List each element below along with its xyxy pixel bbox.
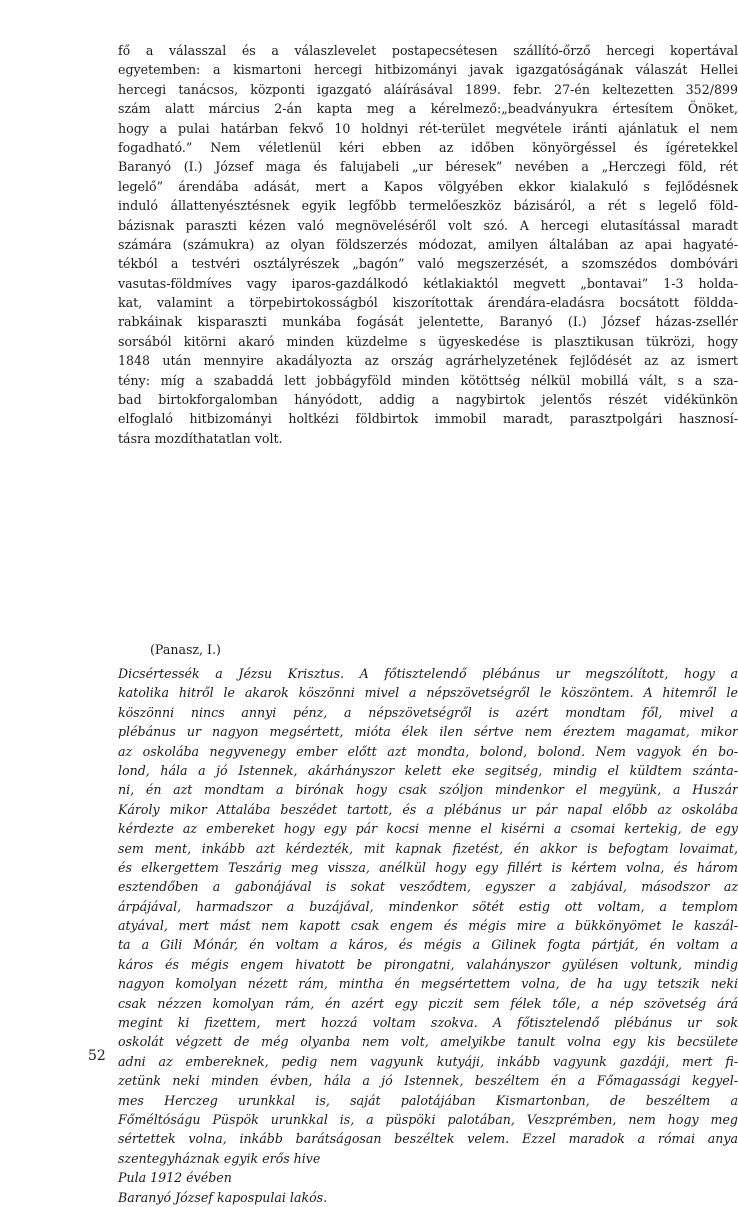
paragraph1-line: tásra mozdíthatatlan volt. <box>118 430 283 446</box>
letter-line: atyával, mert mást nem kapott csak engem és mégis mire a bükkönyömet le kaszál- <box>118 918 738 934</box>
paragraph1-line: legelő” árendába adását, mert a Kapos völgyében ekkor kialakuló s fejlődésnek <box>118 178 738 194</box>
paragraph1-line: induló állattenyésztésnek egyik legfőbb termelőeszköz bázisáról, a rét s legelő föld- <box>118 198 738 214</box>
letter-line: káros és mégis engem hivatott be pirongatni, valahányszor gyülésen voltunk, mindig <box>118 956 738 972</box>
letter-line: köszönni nincs annyi pénz, a népszövetségről is azért mondtam fől, mivel a <box>118 704 738 720</box>
letter-line: esztendőben a gabonájával is sokat vesződtem, egyszer a zabjával, másodszor az <box>118 879 738 895</box>
letter-line: plébánus ur nagyon megsértett, mióta élek ilen sértve nem éreztem magamat, mikor <box>118 724 738 740</box>
paragraph1-line: fogadható.” Nem véletlenül kéri ebben az időben könyörgéssel és ígéretekkel <box>118 139 738 155</box>
letter-line: ni, én azt mondtam a birónak hogy csak szóljon mindenkor el megyünk, a Huszár <box>118 782 738 798</box>
letter-line: csak nézzen komolyan rám, én azért egy piczit sem félek tőle, a nép szövetség árá <box>118 995 738 1011</box>
quoted-letter <box>118 664 738 1207</box>
paragraph1-line: elfoglaló hitbizományi holtkézi földbirtok immobil maradt, parasztpolgári hasznosí- <box>118 411 738 427</box>
letter-line: Főméltóságu Püspök urunkkal is, a püspöki palotában, Veszprémben, nem hogy meg <box>118 1111 738 1127</box>
letter-line: Károly mikor Attalába beszédet tartott, és a plébánus ur pár napal előbb az oskolába <box>118 801 738 817</box>
paragraph1-line: bázisnak paraszti kézen való megnöveléséről volt szó. A hercegi elutasítással maradt <box>118 217 738 233</box>
letter-line: lond, hála a jó Istennek, akárhányszor kelett eke segitség, mindig el küldtem szánta- <box>118 762 738 778</box>
page-number: 52 <box>88 1048 106 1064</box>
letter-line: sértettek volna, inkább barátságosan beszéltek velem. Ezzel maradok a római anya <box>118 1131 738 1147</box>
letter-line: katolika hitről le akarok köszönni mivel a népszövetségről le köszöntem. A hitemről le <box>118 685 738 701</box>
paragraph1-line: 1848 után mennyire akadályozta az ország agrárhelyzetének fejlődését az az ismert <box>118 353 738 369</box>
letter-line: sem ment, inkább azt kérdezték, mit kapnak fizetést, én akkor is befogtam lovaimat, <box>118 840 738 856</box>
paragraph1-line: egyetemben: a kismartoni hercegi hitbizományi javak igazgatóságának válaszát Hellei <box>118 62 738 78</box>
letter-line: adni az embereknek, pedig nem vagyunk kutyáji, inkább vagyunk gazdáji, mert fi- <box>118 1053 738 1069</box>
paragraph1-line: tékból a testvéri osztályrészek „bagón” való megszerzését, a szomszédos dombóvári <box>118 256 738 272</box>
paragraph1-line: fő a válasszal és a válaszlevelet postapecsétesen szállító-őrző hercegi kopertával <box>118 43 738 58</box>
letter-line: nagyon komolyan nézett rám, mintha én megsértettem volna, de ha ugy tetszik neki <box>118 976 738 992</box>
closing-line: Pula 1912 évében <box>118 1170 232 1186</box>
paragraph1-line: bad birtokforgalomban hányódott, addig a nagybirtok jelentős részét vidékünkön <box>118 392 738 408</box>
letter-line: ta a Gili Mónár, én voltam a káros, és mégis a Gilinek fogta pártját, én voltam a <box>118 937 738 953</box>
paragraph1-line: sorsából kitörni akaró minden küzdelme s ügyeskedése is plasztikusan tükrözi, hogy <box>118 333 738 349</box>
body-paragraph <box>118 41 738 448</box>
letter-line: az oskolába negyvenegy ember előtt azt mondta, bolond, bolond. Nem vagyok én bo- <box>118 743 738 759</box>
paragraph1-line: tény: míg a szabaddá lett jobbágyföld minden kötöttség nélkül mobillá vált, s a sza- <box>118 372 738 388</box>
letter-line: kérdezte az embereket hogy egy pár kocsi menne el kisérni a csomai kertekig, de egy <box>118 821 738 837</box>
paragraph1-line: számára (számukra) az olyan földszerzés módozat, amilyen általában az apai hagyaté- <box>118 236 738 252</box>
paragraph1-line: szám alatt március 2-án kapta meg a kérelmező:„beadványukra értesítem Önöket, <box>118 101 738 117</box>
closing-line: Baranyó József kapospulai lakós. <box>118 1189 328 1205</box>
letter-line: mes Herczeg urunkkal is, saját palotájában Kismartonban, de beszéltem a <box>118 1092 738 1108</box>
paragraph1-line: Baranyó (I.) József maga és falujabeli „ur béresek” nevében a „Herczegi föld, rét <box>118 159 738 175</box>
letter-line: árpájával, harmadszor a buzájával, mindenkor sötét estig ott voltam, a templom <box>118 898 738 914</box>
letter-line: szentegyháznak egyik erős hive <box>118 1150 321 1166</box>
letter-line: zetünk neki minden évben, hála a jó Istennek, beszéltem én a Főmagassági kegyel- <box>118 1073 738 1089</box>
paragraph1-line: kat, valamint a törpebirtokosságból kiszorítottak árendára-eladásra bocsátott földda- <box>118 295 738 311</box>
paragraph1-line: vasutas-földmíves vagy iparos-gazdálkodó kétlakiaktól megvett „bontavai” 1-3 holda- <box>118 275 738 291</box>
paragraph1-line: hercegi tanácsos, központi igazgató aláírásával 1899. febr. 27-én keltezetten 352/899 <box>118 81 738 97</box>
letter-line: Dicsértessék a Jézsu Krisztus. A főtisztelendő plébánus ur megszólított, hogy a <box>118 666 738 681</box>
letter-line: megint ki fizettem, mert hozzá voltam szokva. A főtisztelendő plébánus ur sok <box>118 1015 738 1031</box>
letter-line: oskolát végzett de még olyanba nem volt, amelyikbe tanult volna egy kis becsülete <box>118 1034 738 1050</box>
letter-line: és elkergettem Teszárig meg vissza, anélkül hogy egy fillért is kértem volna, és három <box>118 859 738 875</box>
paragraph1-line: rabkáinak kisparaszti munkába fogását jelentette, Baranyó (I.) József házas-zsellér <box>118 314 738 330</box>
paragraph1-line: hogy a pulai határban fekvő 10 holdnyi rét-terület megvétele iránti ajánlatuk el nem <box>118 120 738 136</box>
caption: (Panasz, I.) <box>150 642 221 657</box>
